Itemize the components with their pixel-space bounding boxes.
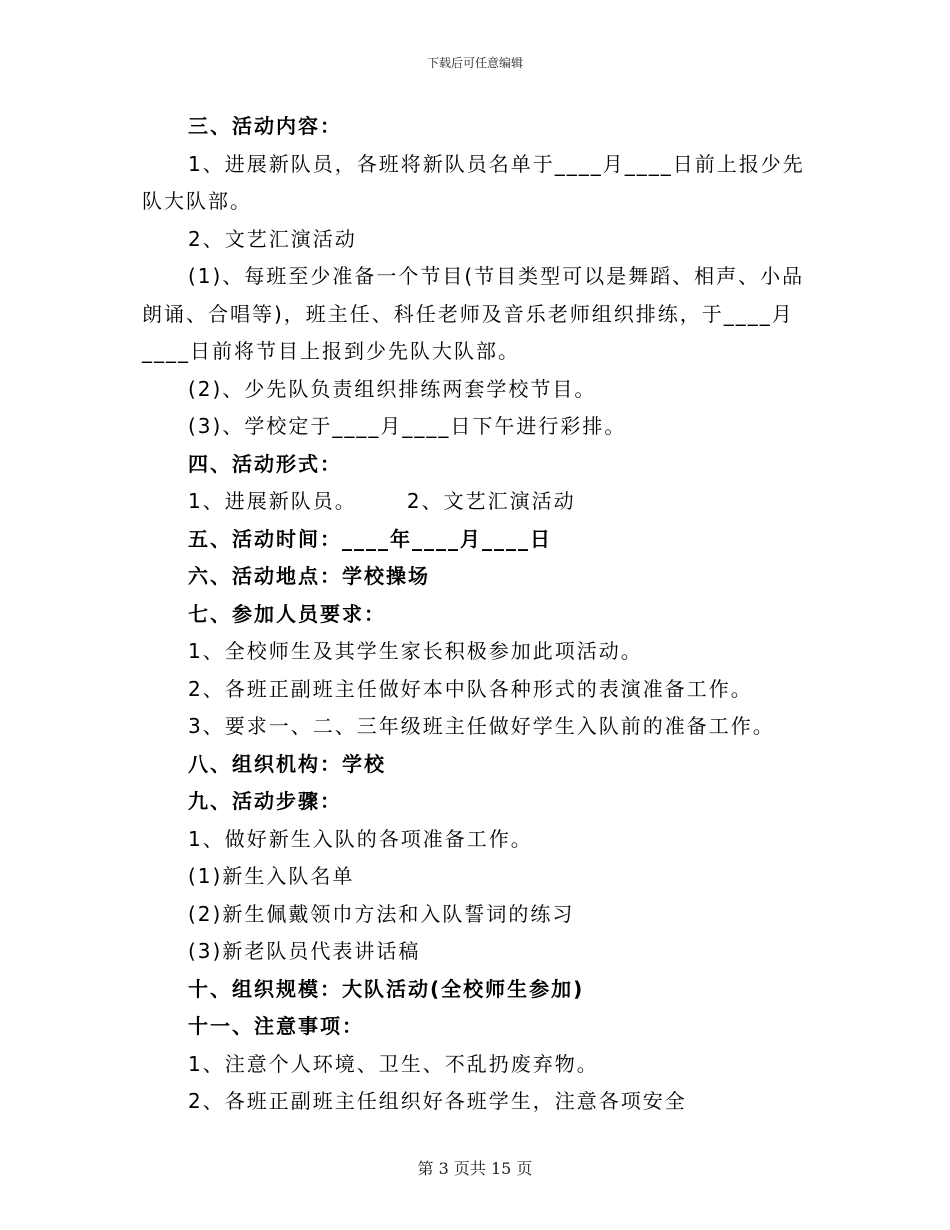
paragraph: 1、全校师生及其学生家长积极参加此项活动。 (188, 639, 643, 663)
section-heading-time: 五、活动时间：____年____月____日 (188, 526, 552, 551)
paragraph: 2、各班正副班主任做好本中队各种形式的表演准备工作。 (188, 676, 753, 701)
section-heading-notes: 十一、注意事项： (188, 1014, 364, 1038)
paragraph: (1)新生入队名单 (188, 864, 355, 888)
document-body (142, 108, 814, 1121)
paragraph: 2、各班正副班主任组织好各班学生，注意各项安全 (188, 1089, 687, 1113)
page-header: 下载后可任意编辑 (426, 56, 523, 70)
section-heading-requirements: 七、参加人员要求： (188, 601, 386, 626)
paragraph: (3)、学校定于____月____日下午进行彩排。 (188, 414, 627, 438)
section-heading-content: 三、活动内容： (188, 114, 342, 138)
section-heading-organization: 八、组织机构：学校 (188, 751, 386, 776)
paragraph: 1、注意个人环境、卫生、不乱扔废弃物。 (188, 1051, 599, 1076)
paragraph: 1、进展新队员。 2、文艺汇演活动 (188, 489, 576, 513)
paragraph: (2)新生佩戴领巾方法和入队誓词的练习 (188, 901, 575, 926)
paragraph: (1)、每班至少准备一个节目(节目类型可以是舞蹈、相声、小品朗诵、合唱等)，班主任、科任老师及音乐老师组织排练，于____月____日前将节目上报到少先队大队部。 (142, 264, 805, 363)
section-heading-location: 六、活动地点：学校操场 (188, 564, 430, 588)
paragraph: 3、要求一、二、三年级班主任做好学生入队前的准备工作。 (188, 714, 775, 738)
section-heading-scale: 十、组织规模：大队活动(全校师生参加) (188, 976, 585, 1001)
paragraph: 2、文艺汇演活动 (188, 226, 357, 251)
page-footer: 第 3 页共 15 页 (417, 1159, 533, 1178)
paragraph: 1、做好新生入队的各项准备工作。 (188, 826, 533, 851)
section-heading-form: 四、活动形式： (188, 451, 342, 476)
paragraph: (2)、少先队负责组织排练两套学校节目。 (188, 376, 597, 401)
paragraph: 1、进展新队员，各班将新队员名单于____月____日前上报少先队大队部。 (142, 151, 805, 213)
section-heading-steps: 九、活动步骤： (188, 789, 342, 813)
paragraph: (3)新老队员代表讲话稿 (188, 939, 421, 963)
